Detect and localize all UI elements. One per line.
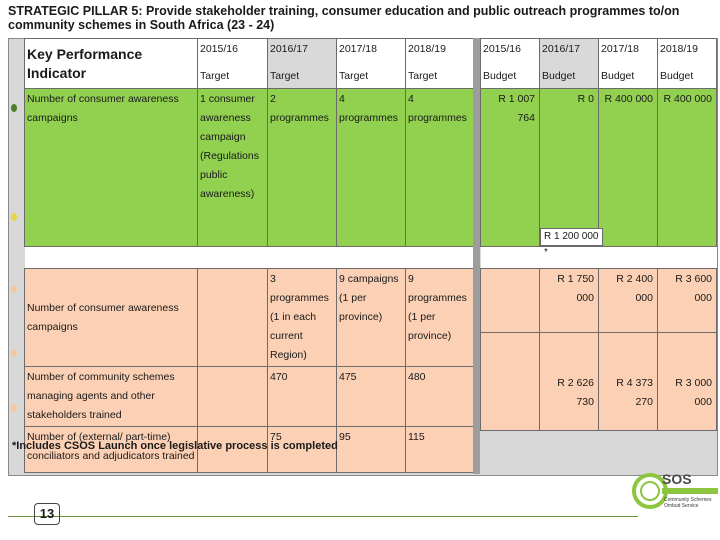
targets-body [24, 88, 475, 473]
kpi-cell: Number of (external/ part-time) conciliators and adjudicators trained [25, 427, 198, 473]
bullet-icon [11, 285, 17, 293]
budget-label-3: Budget [601, 70, 635, 82]
bullet-icon [11, 213, 17, 221]
footnote: *Includes CSOS Launch once legislative process is completed [12, 440, 338, 452]
target-year-2: 2016/17 [268, 39, 337, 89]
target-label-3: Target [339, 70, 369, 82]
kpi-cell: Number of community schemes managing agents and other stakeholders trained [25, 367, 198, 427]
table-row [481, 333, 717, 431]
budget-cell: R 1 750 000 [540, 269, 599, 333]
budget-year-4: 2018/19 [658, 39, 717, 89]
logo-caption-1: Community Schemes [664, 497, 712, 503]
table-row [481, 269, 717, 333]
target-cell: 470 [268, 367, 337, 427]
table-row [25, 89, 475, 247]
target-cell: 480 [406, 367, 475, 427]
target-year-3: 2017/18 [337, 39, 406, 89]
table-row [25, 367, 475, 427]
footer-rule [8, 516, 638, 517]
target-year-1: 2015/16 [198, 39, 268, 89]
target-cell: 95 [337, 427, 406, 473]
budget-cell: R 0 [540, 89, 599, 247]
page-number: 13 [34, 503, 60, 525]
column-separator [473, 38, 480, 474]
bullet-icon [11, 104, 17, 112]
target-cell [198, 367, 268, 427]
target-cell: 9 campaigns (1 per province) [337, 269, 406, 367]
budget-cell: R 400 000 [658, 89, 717, 247]
budget-note: R 1 200 000 * [540, 228, 603, 246]
budgets-body [480, 88, 717, 431]
target-cell: 115 [406, 427, 475, 473]
budget-cell: R 400 000 [599, 89, 658, 247]
budget-year-1: 2015/16 [481, 39, 540, 89]
target-cell: 4 programmes [337, 89, 406, 247]
budget-cell: R 3 000 000 [658, 333, 717, 431]
budget-cell: R 4 373 270 [599, 333, 658, 431]
budget-year-2: 2016/17 [540, 39, 599, 89]
page-title: STRATEGIC PILLAR 5: Provide stakeholder training, consumer education and public outreach programmes to/on community schemes in South Africa (23 - 24) [8, 4, 680, 32]
logo-caption-2: Ombud Service [664, 503, 699, 509]
table-row [481, 89, 717, 247]
budget-cell: R 2 400 000 [599, 269, 658, 333]
bullet-icon [11, 349, 17, 357]
budget-cell [481, 269, 540, 333]
target-cell [198, 269, 268, 367]
budget-label-2: Budget [542, 70, 576, 82]
budget-cell [481, 333, 540, 431]
target-year-4: 2018/19 [406, 39, 475, 89]
target-label-1: Target [200, 70, 230, 82]
target-cell: 4 programmes [406, 89, 475, 247]
budget-label-4: Budget [660, 70, 694, 82]
target-cell: 75 [268, 427, 337, 473]
kpi-header: Key Performance Indicator [25, 39, 198, 89]
target-label-4: Target [408, 70, 438, 82]
csos-logo [632, 466, 720, 516]
target-cell: 3 programmes (1 in each current Region) [268, 269, 337, 367]
budget-cell: R 1 007 764 [481, 89, 540, 247]
budget-cell: R 3 600 000 [658, 269, 717, 333]
target-cell: 2 programmes [268, 89, 337, 247]
table-row [25, 269, 475, 367]
budget-label-1: Budget [483, 70, 517, 82]
budget-year-3: 2017/18 [599, 39, 658, 89]
bullet-icon [11, 404, 17, 412]
budget-cell: R 2 626 730 [540, 333, 599, 431]
target-cell: 475 [337, 367, 406, 427]
target-cell: 9 programmes (1 per province) [406, 269, 475, 367]
kpi-cell: Number of consumer awareness campaigns [25, 269, 198, 367]
logo-text: SOS [662, 471, 692, 487]
target-label-2: Target [270, 70, 300, 82]
kpi-cell: Number of consumer awareness campaigns [25, 89, 198, 247]
target-cell: 1 consumer awareness campaign (Regulations public awareness) [198, 89, 268, 247]
